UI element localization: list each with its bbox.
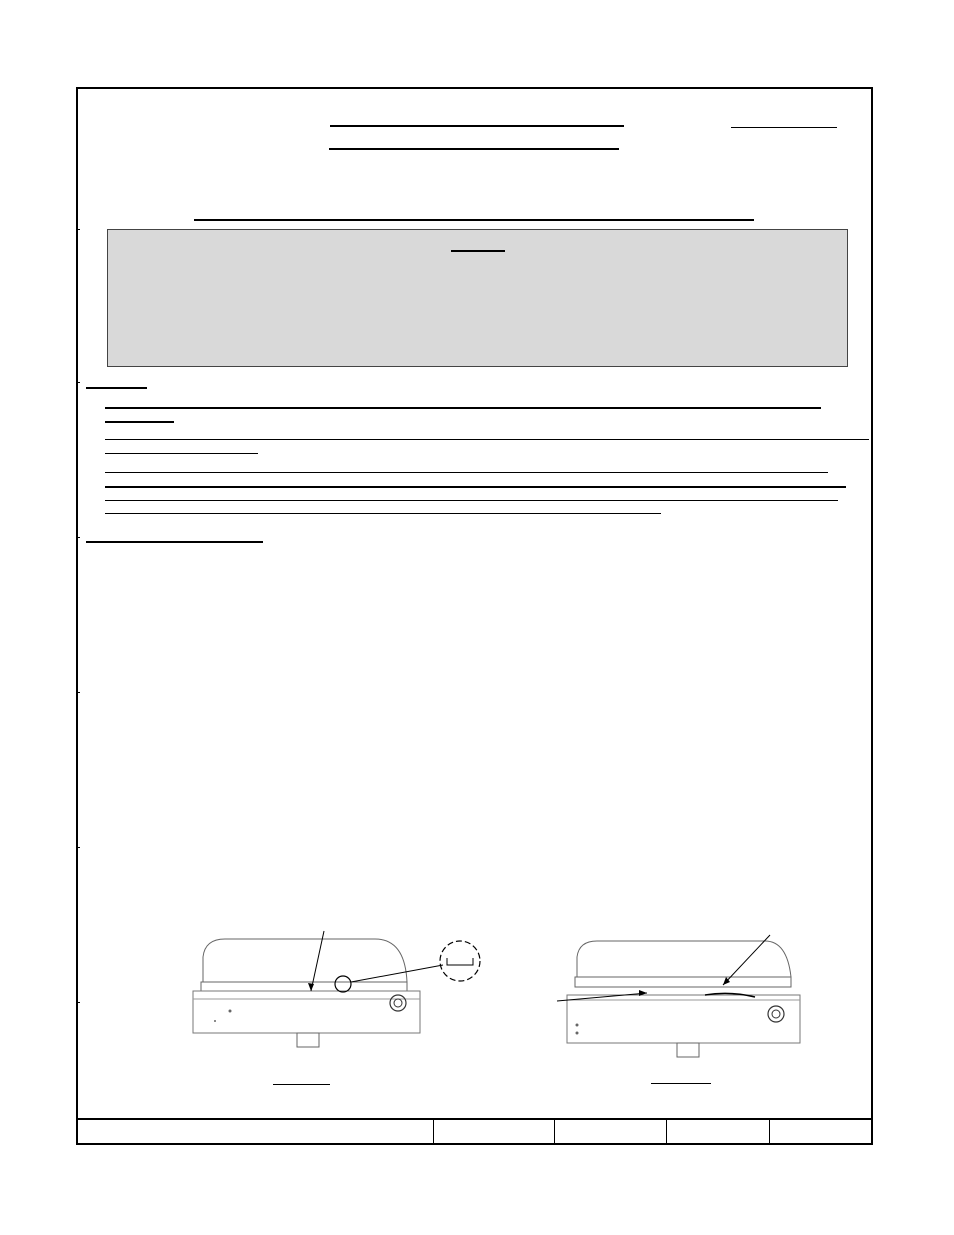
procedure-heading-underline [86,541,263,543]
paragraph-line [105,486,846,488]
paragraph-line [105,513,661,514]
figure-1-caption-underline [273,1084,330,1085]
margin-tick [76,382,80,383]
footer-cell [555,1120,667,1145]
note-heading-underline [451,250,505,252]
footer-cell [78,1120,434,1145]
footer-cell [667,1120,770,1145]
figure-1-drawing [185,925,495,1090]
margin-tick [76,537,80,538]
margin-tick [76,229,80,230]
title-underline-2 [329,148,619,150]
paragraph-line [105,439,869,440]
title-underline-1 [330,125,624,127]
paragraph-line [105,472,828,473]
section-heading-underline [86,387,147,389]
figure-2-caption-underline [651,1083,711,1084]
margin-tick [76,692,80,693]
margin-tick [76,847,80,848]
footer-cell [434,1120,555,1145]
note-box [107,229,848,367]
footer-table [78,1118,873,1145]
paragraph-line [105,421,174,423]
paragraph-line [105,407,821,409]
doc-number-underline [731,127,837,128]
margin-tick [76,1002,80,1003]
paragraph-line [105,453,258,454]
figure-2-drawing [555,925,805,1075]
paragraph-line [105,500,838,501]
subject-underline [194,219,754,221]
